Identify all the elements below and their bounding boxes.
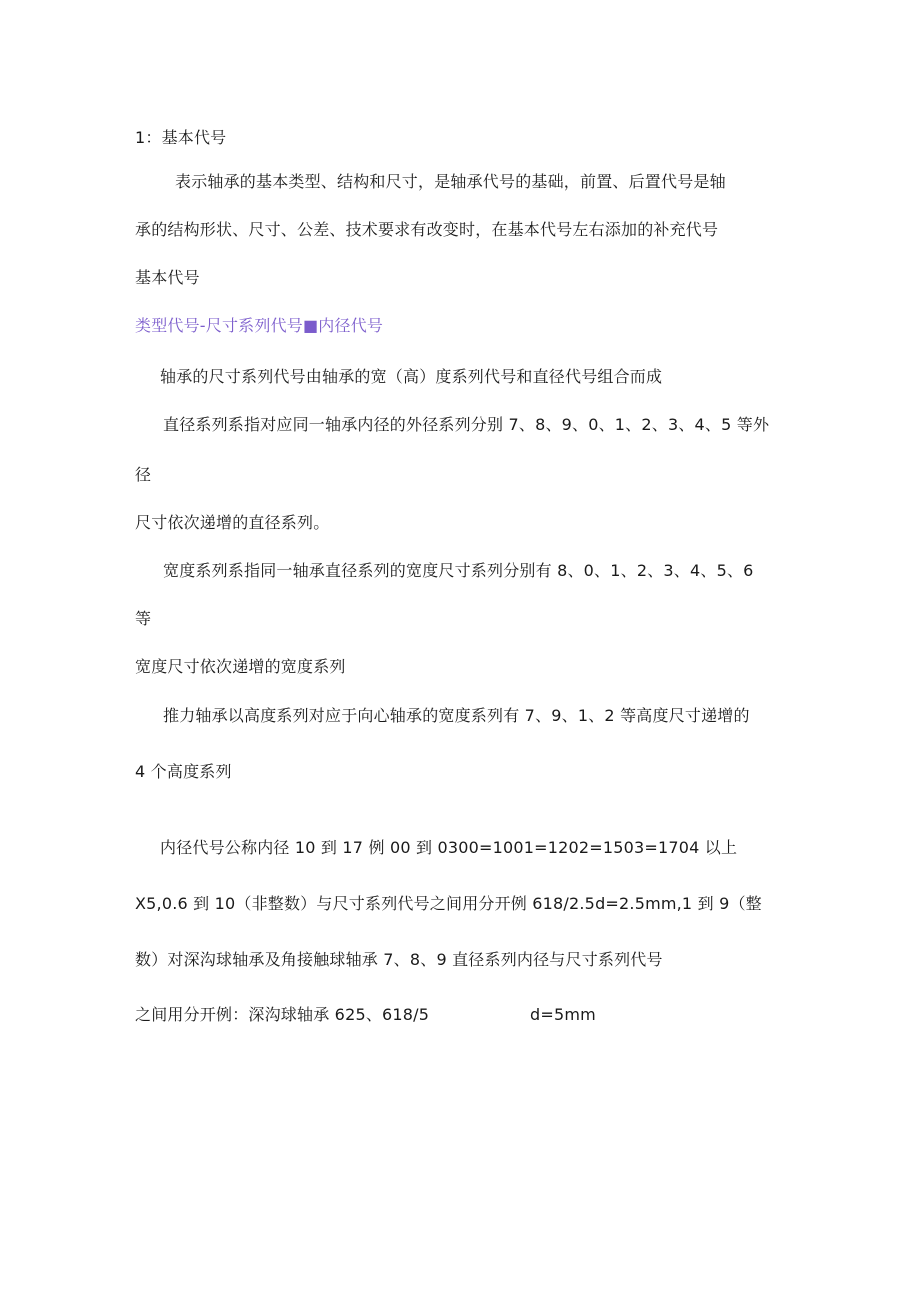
paragraph-line: 内径代号公称内径 10 到 17 例 00 到 0300=1001=1202=1503=1704 以上	[160, 838, 738, 857]
paragraph-line: 承的结构形状、尺寸、公差、技术要求有改变时，在基本代号左右添加的补充代号	[135, 220, 719, 239]
paragraph-line: 等	[135, 609, 152, 628]
section-heading: 1：基本代号	[135, 128, 227, 147]
paragraph-line: 径	[135, 465, 152, 484]
paragraph-line: 数）对深沟球轴承及角接触球轴承 7、8、9 直径系列内径与尺寸系列代号	[135, 950, 663, 969]
paragraph-line: X5,0.6 到 10（非整数）与尺寸系列代号之间用分开例 618/2.5d=2.5mm,1 到 9（整	[135, 894, 762, 913]
paragraph-line: 宽度系列系指同一轴承直径系列的宽度尺寸系列分别有 8、0、1、2、3、4、5、6	[163, 561, 754, 580]
paragraph-line: 宽度尺寸依次递增的宽度系列	[135, 657, 346, 676]
paragraph-line: 尺寸依次递增的直径系列。	[135, 513, 330, 532]
paragraph-line: 推力轴承以高度系列对应于向心轴承的宽度系列有 7、9、1、2 等高度尺寸递增的	[163, 706, 750, 725]
code-structure-line: 类型代号-尺寸系列代号■内径代号	[135, 316, 384, 335]
paragraph-line: 基本代号	[135, 268, 200, 287]
paragraph-line: 之间用分开例：深沟球轴承 625、618/5	[135, 1005, 430, 1024]
paragraph-line: 直径系列系指对应同一轴承内径的外径系列分别 7、8、9、0、1、2、3、4、5 等外	[163, 415, 770, 434]
paragraph-line: 表示轴承的基本类型、结构和尺寸，是轴承代号的基础，前置、后置代号是轴	[175, 172, 726, 191]
paragraph-line: 轴承的尺寸系列代号由轴承的宽（高）度系列代号和直径代号组合而成	[160, 367, 663, 386]
paragraph-value: d=5mm	[530, 1005, 596, 1024]
paragraph-line: 4 个高度系列	[135, 762, 232, 781]
